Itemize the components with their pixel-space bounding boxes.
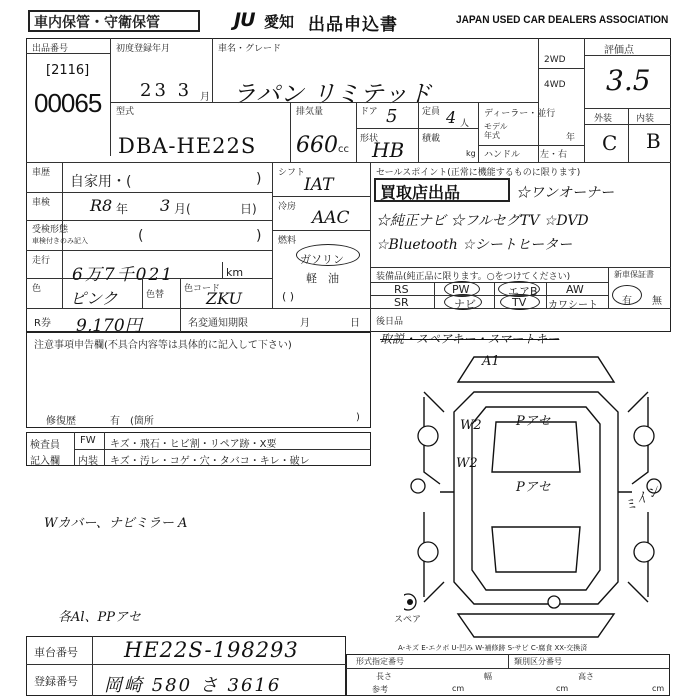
rating-int-value: B (646, 129, 661, 153)
equip-rs: RS (394, 283, 409, 296)
rating-value: 3.5 (606, 64, 651, 97)
color-code-value: ZKU (206, 289, 242, 308)
sales-line-2: ☆純正ナビ ☆フルセグTV ☆DVD (376, 213, 589, 229)
repair-value: 有 (箇所 (110, 416, 154, 427)
displacement-label: 排気量 (296, 107, 324, 117)
notes-label: 注意事項申告欄(不具合内容等は具体的に記入して下さい) (34, 340, 292, 351)
color-code-label: 色コード (184, 284, 221, 294)
fuel-gas: ガソリン (300, 253, 344, 266)
warranty-label: 新車保証書 (614, 270, 654, 279)
sales-points-label: セールスポイント(正常に機能するものに限ります) (376, 168, 581, 178)
fw-label: FW (80, 435, 96, 446)
sales-line-1: ☆ワンオーナー (516, 185, 614, 201)
fuel-gas-circle (296, 244, 360, 266)
model-value: DBA-HE22S (118, 134, 257, 158)
model-year-label: モデル 年式 (484, 122, 508, 140)
cm-height: cm (652, 684, 665, 693)
fw-items: キズ・飛石・ヒビ割・リペア跡・X要 (110, 439, 277, 450)
history-label: 車歴 (32, 168, 51, 178)
lot-bracket: [2116] (46, 63, 90, 78)
lot-number: 00065 (34, 88, 102, 118)
later-label: 後日品 (376, 317, 404, 327)
width-label: 幅 (484, 672, 492, 681)
inspector-memo-1: Wカバー、ナビミラー A (44, 516, 188, 531)
model-label: 型式 (116, 107, 135, 117)
registration-label: 登録番号 (34, 675, 78, 688)
car-name-label: 車名・グレード (218, 44, 282, 54)
inspection-month: 3 (160, 196, 171, 215)
first-reg-value: 23 3 (140, 80, 193, 101)
cm-width: cm (556, 684, 569, 693)
cm-length: cm (452, 684, 465, 693)
registration-value: 岡崎 580 さ 3616 (104, 675, 282, 696)
diagram-w2-rear: W2 (456, 456, 478, 471)
receipt-note: 車検付きのみ記入 (32, 237, 88, 245)
height-label: 高さ (578, 672, 594, 681)
chassis-value: HE22S-198293 (124, 638, 299, 662)
category-no-label: 類別区分番号 (514, 657, 562, 666)
displacement-value: 660 (296, 133, 338, 158)
rating-ext-value: C (602, 131, 618, 155)
diagram-ppse-2: Pアセ (516, 480, 551, 495)
mileage-label: 走行 (32, 256, 51, 266)
mileage-value: 6万7千021 (72, 265, 175, 285)
form-title: 出品申込書 (308, 15, 398, 35)
color-tone-label: 色替 (146, 290, 165, 300)
equip-airbag: エアB (508, 285, 538, 298)
car-name-value: ラパン リミテッド (232, 80, 432, 108)
diagram-ppse-1: Pアセ (516, 414, 551, 429)
equip-aw: AW (566, 283, 584, 296)
ac-value: AAC (312, 208, 350, 228)
handle-label: ハンドル (484, 150, 521, 160)
rating-label: 評価点 (604, 45, 634, 56)
repair-label: 修復歴 (46, 416, 76, 427)
fuel-label: 燃料 (278, 236, 297, 246)
diagram-w2-front: W2 (460, 418, 482, 433)
chassis-label: 車台番号 (34, 646, 78, 659)
inspection-era: R8 (90, 196, 113, 215)
ju-logo: JU (234, 9, 255, 31)
seats-label: 定員 (422, 107, 441, 117)
rating-int-label: 内装 (636, 114, 655, 124)
association-name: JAPAN USED CAR DEALERS ASSOCIATION (456, 14, 669, 26)
doors-label: ドア (360, 107, 378, 117)
damage-legend: A-キズ E-エクボ U-凹み W-補修跡 S-サビ C-腐食 XX-交換済 (398, 644, 588, 652)
name-change-label: 名変通知期限 (188, 318, 248, 329)
interior-items: キズ・汚レ・コゲ・穴・タバコ・キレ・破レ (110, 456, 310, 467)
shape-no-label: 形式指定番号 (356, 657, 404, 666)
logo-org: 愛知 (264, 13, 295, 31)
recycle-label: R券 (34, 318, 51, 329)
warranty-have: 有 (622, 296, 632, 307)
later-value: 取説・スペアキー・スマートキー (380, 332, 560, 346)
shift-value: IAT (304, 175, 334, 195)
interior-label: 内装 (78, 456, 98, 467)
equipment-label: 装備品(純正品に限ります。○をつけてください) (376, 272, 571, 282)
dealer-label: ディーラー・並行 (484, 109, 556, 119)
doors-value: 5 (386, 106, 398, 127)
ac-label: 冷房 (278, 202, 297, 212)
shape-label: 形状 (360, 134, 379, 144)
warranty-none: 無 (652, 296, 662, 307)
storage-label: 車内保管・守衛保管 (34, 15, 160, 31)
sales-points-highlight: 買取店出品 (380, 183, 461, 202)
color-value: ピンク (70, 289, 118, 308)
color-label: 色 (32, 284, 42, 294)
diagram-spare: スペア (394, 615, 422, 625)
shape-value: HB (372, 138, 405, 162)
recycle-value: 9,170円 (76, 316, 142, 336)
diagram-a1: A1 (482, 354, 500, 369)
drive-4wd: 4WD (544, 80, 566, 90)
ref-label: 参考 (372, 685, 388, 694)
first-reg-label: 初度登録年月 (116, 44, 171, 54)
inspection-label: 車検 (32, 198, 51, 208)
lot-label: 出品番号 (32, 44, 69, 54)
equip-tv: TV (512, 296, 527, 309)
equip-pw: PW (452, 283, 470, 296)
receipt-label: 受検形態 (32, 225, 69, 235)
rating-ext-label: 外装 (594, 114, 613, 124)
inspector-label-2: 記入欄 (30, 456, 60, 467)
equip-leather: カワシート (548, 300, 598, 311)
sales-line-3: ☆Bluetooth ☆シートヒーター (376, 237, 573, 253)
equip-sr: SR (394, 296, 409, 309)
inspector-memo-2: 各Al、PPアセ (58, 610, 141, 625)
drive-2wd: 2WD (544, 55, 566, 65)
length-label: 長さ (376, 672, 392, 681)
equip-navi: ナビ (454, 298, 476, 311)
handle-options: 左・右 (540, 150, 568, 160)
fuel-light-oil: 軽 油 (306, 272, 339, 285)
seats-value: 4 (446, 108, 457, 127)
shift-label: シフト (278, 168, 306, 178)
load-label: 積載 (422, 134, 441, 144)
diagram-ain: ミイン (621, 483, 663, 516)
inspector-label-1: 検査員 (30, 440, 60, 451)
history-value: 自家用・( (70, 174, 132, 190)
